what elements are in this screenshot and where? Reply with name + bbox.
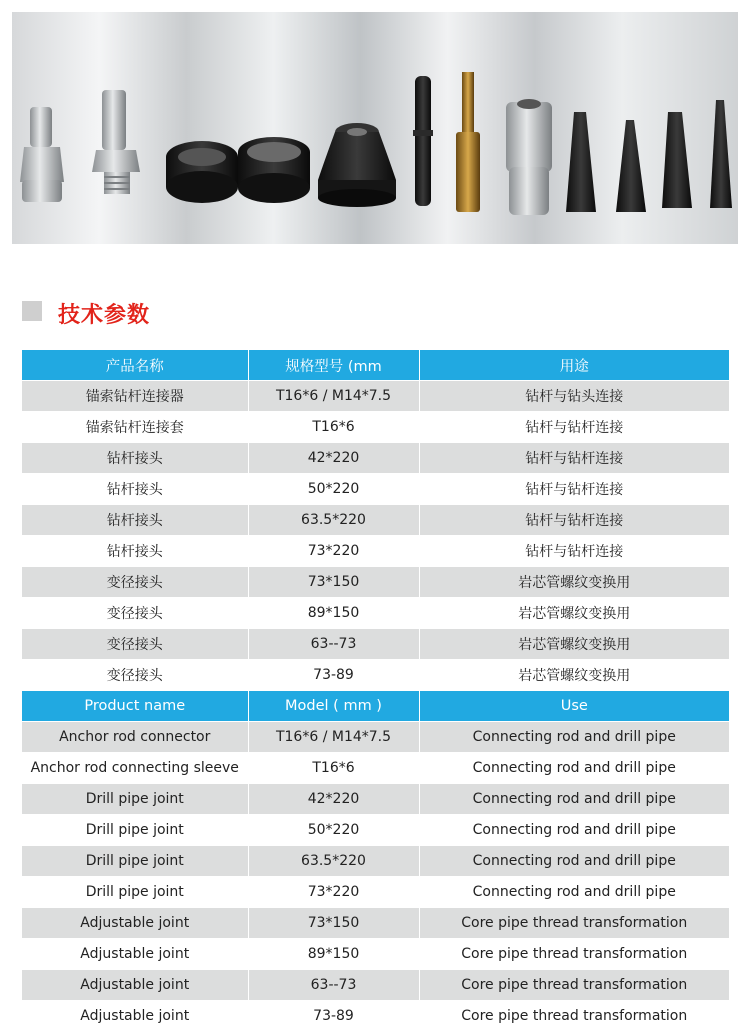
use-cell: 钻杆与钻杆连接 bbox=[419, 412, 729, 443]
model-cell: T16*6 bbox=[248, 753, 419, 784]
table-row bbox=[22, 722, 729, 753]
product-name-cell: Drill pipe joint bbox=[22, 846, 248, 877]
spec-table bbox=[22, 350, 729, 1032]
product-name-cell: 锚索钻杆连接器 bbox=[22, 381, 248, 412]
use-cell: Core pipe thread transformation bbox=[419, 939, 729, 970]
adjustable-joint-taper-photos bbox=[566, 100, 732, 212]
table-row bbox=[22, 846, 729, 877]
product-name-cell: 锚索钻杆连接套 bbox=[22, 412, 248, 443]
table-header-row bbox=[22, 350, 729, 381]
use-cell: Core pipe thread transformation bbox=[419, 970, 729, 1001]
model-cell: 63--73 bbox=[248, 629, 419, 660]
product-name-cell: 钻杆接头 bbox=[22, 474, 248, 505]
table-row bbox=[22, 1001, 729, 1032]
model-header: 规格型号 (mm bbox=[248, 350, 419, 381]
table-row bbox=[22, 939, 729, 970]
product-name-cell: Adjustable joint bbox=[22, 908, 248, 939]
use-cell: 钻杆与钻杆连接 bbox=[419, 505, 729, 536]
model-cell: 63.5*220 bbox=[248, 505, 419, 536]
use-cell: Connecting rod and drill pipe bbox=[419, 846, 729, 877]
table-row bbox=[22, 629, 729, 660]
use-header: Use bbox=[419, 691, 729, 722]
model-cell: 73*220 bbox=[248, 536, 419, 567]
use-cell: 岩芯管螺纹变换用 bbox=[419, 660, 729, 691]
drill-pipe-joint-brass-photo bbox=[456, 72, 480, 212]
model-cell: 73*220 bbox=[248, 877, 419, 908]
model-cell: 73-89 bbox=[248, 660, 419, 691]
product-name-cell: 变径接头 bbox=[22, 598, 248, 629]
table-row bbox=[22, 877, 729, 908]
model-cell: T16*6 / M14*7.5 bbox=[248, 381, 419, 412]
use-cell: Connecting rod and drill pipe bbox=[419, 722, 729, 753]
model-cell: 42*220 bbox=[248, 443, 419, 474]
use-cell: Connecting rod and drill pipe bbox=[419, 753, 729, 784]
model-cell: 73*150 bbox=[248, 908, 419, 939]
product-name-cell: Adjustable joint bbox=[22, 939, 248, 970]
product-name-cell: Drill pipe joint bbox=[22, 784, 248, 815]
use-cell: 岩芯管螺纹变换用 bbox=[419, 629, 729, 660]
drill-pipe-joint-rod-photo bbox=[413, 76, 433, 206]
product-name-cell: 变径接头 bbox=[22, 567, 248, 598]
product-name-cell: 钻杆接头 bbox=[22, 536, 248, 567]
product-name-cell: Adjustable joint bbox=[22, 970, 248, 1001]
use-cell: Connecting rod and drill pipe bbox=[419, 877, 729, 908]
model-cell: 89*150 bbox=[248, 598, 419, 629]
table-row bbox=[22, 536, 729, 567]
model-cell: T16*6 / M14*7.5 bbox=[248, 722, 419, 753]
product-name-cell: Adjustable joint bbox=[22, 1001, 248, 1032]
use-cell: 钻杆与钻头连接 bbox=[419, 381, 729, 412]
anchor-rod-connector-photo bbox=[20, 107, 64, 202]
use-cell: Connecting rod and drill pipe bbox=[419, 815, 729, 846]
model-header: Model ( mm ) bbox=[248, 691, 419, 722]
model-cell: 63.5*220 bbox=[248, 846, 419, 877]
connecting-sleeve-photo bbox=[166, 141, 238, 203]
use-cell: 钻杆与钻杆连接 bbox=[419, 443, 729, 474]
use-cell: Connecting rod and drill pipe bbox=[419, 784, 729, 815]
table-row bbox=[22, 474, 729, 505]
use-cell: Core pipe thread transformation bbox=[419, 1001, 729, 1032]
table-row bbox=[22, 598, 729, 629]
model-cell: T16*6 bbox=[248, 412, 419, 443]
product-name-cell: 钻杆接头 bbox=[22, 505, 248, 536]
product-name-cell: Anchor rod connecting sleeve bbox=[22, 753, 248, 784]
drill-pipe-joint-photo bbox=[318, 123, 396, 207]
product-name-cell: 变径接头 bbox=[22, 629, 248, 660]
table-header-row bbox=[22, 691, 729, 722]
use-cell: 钻杆与钻杆连接 bbox=[419, 536, 729, 567]
table-row bbox=[22, 505, 729, 536]
connecting-sleeve-photo-2 bbox=[238, 137, 310, 203]
table-row bbox=[22, 660, 729, 691]
model-cell: 42*220 bbox=[248, 784, 419, 815]
model-cell: 63--73 bbox=[248, 970, 419, 1001]
product-name-cell: Drill pipe joint bbox=[22, 815, 248, 846]
table-row bbox=[22, 753, 729, 784]
product-name-header: Product name bbox=[22, 691, 248, 722]
model-cell: 89*150 bbox=[248, 939, 419, 970]
section-title: 技术参数 bbox=[58, 303, 151, 328]
table-row bbox=[22, 412, 729, 443]
product-name-cell: Anchor rod connector bbox=[22, 722, 248, 753]
anchor-rod-connector-photo-2 bbox=[92, 90, 140, 194]
table-row bbox=[22, 970, 729, 1001]
model-cell: 50*220 bbox=[248, 815, 419, 846]
use-cell: Core pipe thread transformation bbox=[419, 908, 729, 939]
use-cell: 岩芯管螺纹变换用 bbox=[419, 598, 729, 629]
product-name-header: 产品名称 bbox=[22, 350, 248, 381]
product-name-cell: 变径接头 bbox=[22, 660, 248, 691]
product-photo-banner bbox=[12, 12, 738, 244]
model-cell: 73*150 bbox=[248, 567, 419, 598]
product-name-cell: Drill pipe joint bbox=[22, 877, 248, 908]
model-cell: 50*220 bbox=[248, 474, 419, 505]
section-marker bbox=[22, 301, 42, 321]
adjustable-joint-photo bbox=[506, 99, 552, 215]
model-cell: 73-89 bbox=[248, 1001, 419, 1032]
table-row bbox=[22, 443, 729, 474]
table-row bbox=[22, 381, 729, 412]
product-name-cell: 钻杆接头 bbox=[22, 443, 248, 474]
use-cell: 岩芯管螺纹变换用 bbox=[419, 567, 729, 598]
use-cell: 钻杆与钻杆连接 bbox=[419, 474, 729, 505]
product-photo bbox=[12, 12, 738, 244]
table-row bbox=[22, 908, 729, 939]
table-row bbox=[22, 567, 729, 598]
table-row bbox=[22, 815, 729, 846]
use-header: 用途 bbox=[419, 350, 729, 381]
table-row bbox=[22, 784, 729, 815]
